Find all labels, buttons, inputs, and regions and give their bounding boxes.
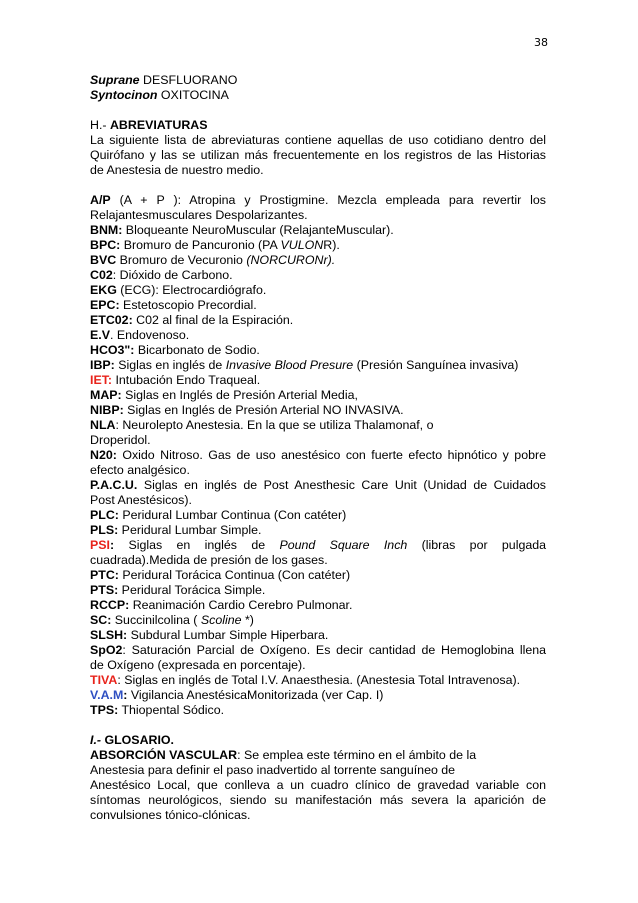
term: PLC:	[90, 508, 119, 522]
abbr-bpc	[90, 238, 546, 253]
term: EPC:	[90, 298, 120, 312]
abbr-hco3	[90, 343, 546, 358]
desc: Subdural Lumbar Simple Hiperbara.	[127, 628, 329, 642]
term-colon: :	[109, 538, 115, 552]
term: A/P	[90, 193, 111, 207]
term: HCO3":	[90, 343, 135, 357]
desc: Siglas en Inglés de Presión Arterial NO INVASIVA.	[123, 403, 404, 417]
desc: Bicarbonato de Sodio.	[134, 343, 260, 357]
desc: (A + P ): Atropina y Prostigmine. Mezcla empleada para revertir los	[110, 193, 546, 207]
abbr-tps	[90, 703, 546, 718]
desc: (ECG): Electrocardiógrafo.	[116, 283, 267, 297]
intro-line: Quirófano y las se utilizan más frecuentemente en los registros de las Historias	[90, 148, 546, 162]
header-term-syntocinon	[90, 88, 546, 103]
abbr-n20	[90, 448, 546, 463]
desc: Bromuro de Pancuronio (PA	[120, 238, 281, 252]
desc-suffix: *)	[241, 613, 254, 627]
term: BVC	[90, 253, 117, 267]
desc: OXITOCINA	[157, 88, 229, 102]
intro-line: La siguiente lista de abreviaturas contiene aquellas de uso cotidiano dentro del	[90, 133, 546, 147]
term: IET:	[90, 373, 113, 387]
desc: : Neurolepto Anestesia. En la que se utiliza Thalamonaf, o	[115, 418, 434, 432]
glosario-line: Anestésico Local, que conlleva a un cuadro clínico de gravedad variable con	[90, 778, 546, 792]
desc: Peridural Lumbar Continua (Con catéter)	[118, 508, 347, 522]
abbr-n20-cont: efecto analgésico.	[90, 463, 190, 477]
abbr-rccp	[90, 598, 546, 613]
abbr-ekg	[90, 283, 546, 298]
term: RCCP:	[90, 598, 130, 612]
heading-prefix: I.-	[90, 733, 102, 747]
header-term-suprane	[90, 73, 546, 88]
abbr-ap	[90, 193, 546, 208]
desc-italic: VULON	[280, 238, 324, 252]
term: ETC02:	[90, 313, 133, 327]
abbr-iet	[90, 373, 546, 388]
abbr-sc	[90, 613, 546, 628]
term: ABSORCIÓN VASCULAR	[90, 748, 238, 762]
desc: . Endovenoso.	[109, 328, 190, 342]
heading-title: ABREVIATURAS	[109, 118, 208, 132]
desc: : Siglas en inglés de Total I.V. Anaesthesia. (Anestesia Total Intravenosa).	[117, 673, 521, 687]
desc: Estetoscopio Precordial.	[119, 298, 257, 312]
abbr-epc	[90, 298, 546, 313]
term: PLS:	[90, 523, 119, 537]
term: P.A.C.U.	[90, 478, 138, 492]
abbr-tiva	[90, 673, 546, 688]
page-number: 38	[534, 36, 548, 49]
abbr-pts	[90, 583, 546, 598]
intro-line: de Anestesia de nuestro medio.	[90, 163, 264, 177]
abbr-pacu	[90, 478, 546, 493]
abbr-bnm	[90, 223, 546, 238]
desc-italic: (NORCURONr).	[246, 253, 336, 267]
spacer	[90, 178, 546, 193]
desc: Peridural Torácica Continua (Con catéter)	[118, 568, 351, 582]
desc-italic: Pound Square Inch	[279, 538, 408, 552]
term: SpO2	[90, 643, 123, 657]
desc: C02 al final de la Espiración.	[132, 313, 294, 327]
desc: Vigilancia AnestésicaMonitorizada (ver Cap. I)	[127, 688, 384, 702]
abbr-map	[90, 388, 546, 403]
desc: Reanimación Cardio Cerebro Pulmonar.	[129, 598, 353, 612]
term: PSI	[90, 538, 110, 552]
desc-suffix: (Presión Sanguínea invasiva)	[353, 358, 519, 372]
desc: Bromuro de Vecuronio	[116, 253, 247, 267]
term: EKG	[90, 283, 117, 297]
term: C02	[90, 268, 113, 282]
term: TIVA	[90, 673, 118, 687]
term: E.V	[90, 328, 110, 342]
desc: Siglas en Inglés de Presión Arterial Media,	[121, 388, 358, 402]
abbr-nla-cont: Droperidol.	[90, 433, 151, 447]
term: IBP:	[90, 358, 115, 372]
term: PTC:	[90, 568, 119, 582]
term: MAP:	[90, 388, 122, 402]
abbr-bvc	[90, 253, 546, 268]
abbr-psi	[90, 538, 546, 553]
term: BNM:	[90, 223, 123, 237]
abbr-nibp	[90, 403, 546, 418]
heading-prefix: H.-	[90, 118, 110, 132]
desc: Intubación Endo Traqueal.	[112, 373, 261, 387]
abbr-vam	[90, 688, 546, 703]
heading-title: GLOSARIO.	[101, 733, 174, 747]
glosario-line: convulsiones tónico-clónicas.	[90, 808, 251, 822]
desc: : Saturación Parcial de Oxígeno. Es decir cantidad de Hemoglobina llena	[122, 643, 546, 657]
abbr-etc02	[90, 313, 546, 328]
desc: Peridural Lumbar Simple.	[118, 523, 262, 537]
abbr-pls	[90, 523, 546, 538]
term: Suprane	[90, 73, 140, 87]
term: V.A.M	[90, 688, 124, 702]
glosario-heading	[90, 733, 546, 748]
desc: Succinilcolina (	[111, 613, 201, 627]
desc: Peridural Torácica Simple.	[118, 583, 266, 597]
glosario-entry-absorcion	[90, 748, 546, 763]
glosario-line: Anestesia para definir el paso inadvertido al torrente sanguíneo de	[90, 763, 456, 777]
abreviaturas-heading	[90, 118, 546, 133]
term-colon: :	[123, 688, 128, 702]
desc-suffix: (libras por pulgada	[407, 538, 547, 552]
glosario-line: síntomas neurológicos, siendo su manifestación más severa la aparición de	[90, 793, 546, 807]
term: N20:	[90, 448, 117, 462]
term: PTS:	[90, 583, 119, 597]
abbr-psi-cont: cuadrada).Medida de presión de los gases.	[90, 553, 328, 567]
abbr-plc	[90, 508, 546, 523]
desc-suffix: R).	[323, 238, 340, 252]
desc: Thiopental Sódico.	[118, 703, 225, 717]
desc: Oxido Nitroso. Gas de uso anestésico con fuerte efecto hipnótico y pobre	[116, 448, 546, 462]
desc: : Dióxido de Carbono.	[112, 268, 233, 282]
term: SLSH:	[90, 628, 128, 642]
abbr-slsh	[90, 628, 546, 643]
abbr-ev	[90, 328, 546, 343]
abbr-ap-cont: Relajantesmusculares Despolarizantes.	[90, 208, 308, 222]
term: BPC:	[90, 238, 121, 252]
desc: Siglas en inglés de	[114, 358, 226, 372]
term: NLA	[90, 418, 116, 432]
spacer	[90, 718, 546, 733]
abbr-spo2-cont: de Oxígeno (expresada en porcentaje).	[90, 658, 306, 672]
term: TPS:	[90, 703, 119, 717]
term: SC:	[90, 613, 112, 627]
desc: : Se emplea este término en el ámbito de la	[237, 748, 477, 762]
term: Syntocinon	[90, 88, 158, 102]
page-content	[90, 73, 546, 823]
abbr-nla	[90, 418, 546, 433]
term: NIBP:	[90, 403, 124, 417]
desc: DESFLUORANO	[139, 73, 238, 87]
abbr-pacu-cont: Post Anestésicos).	[90, 493, 192, 507]
abbr-c02	[90, 268, 546, 283]
desc: Siglas en inglés de Post Anesthesic Care Unit (Unidad de Cuidados	[137, 478, 546, 492]
abbr-ptc	[90, 568, 546, 583]
abbr-spo2	[90, 643, 546, 658]
desc: Siglas en inglés de	[114, 538, 280, 552]
desc-italic: Scoline	[200, 613, 242, 627]
desc: Bloqueante NeuroMuscular (RelajanteMuscular).	[122, 223, 394, 237]
abbr-ibp	[90, 358, 546, 373]
desc-italic: Invasive Blood Presure	[225, 358, 354, 372]
spacer	[90, 103, 546, 118]
